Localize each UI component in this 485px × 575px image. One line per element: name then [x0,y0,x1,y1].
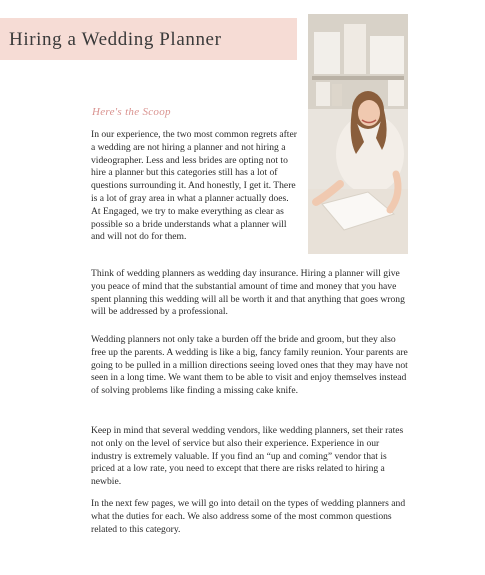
woman-smiling-at-desk-photo [308,14,408,254]
body-paragraph: Think of wedding planners as wedding day insurance. Hiring a planner will give you peace of mind that the substantial amount of time and money that you have spent planning this wedding will all be worth it and that anything that goes wrong will be addressed by a professional. [91,268,405,318]
body-paragraph: In the next few pages, we will go into detail on the types of wedding planners and what the duties for each. We also address some of the most common questions related to this category. [91,498,406,535]
section-subtitle: Here's the Scoop [92,106,171,118]
body-paragraph: Wedding planners not only take a burden off the bride and groom, but they also free up the parents. A wedding is like a big, fancy family reunion. Your parents are going to be pulled in a million directions seeing loved ones that they may have not seen in a long time. We want them to be able to visit and enjoy themselves instead of solving problems like finding a missing cake knife. [91,334,408,397]
intro-paragraph: In our experience, the two most common regrets after a wedding are not hiring a planner and not hiring a videographer. Less and less brides are opting not to hire a planner but this categories still has a lot of questions surrounding it. And honestly, I get it. There is a lot of gray area in what a planner actually does. At Engaged, we try to make everything as clear as possible so a bride understands what a planner will and will not do for them. [91,129,297,243]
body-paragraph: Keep in mind that several wedding vendors, like wedding planners, set their rates not only on the level of service but also their experience. Experience in our industry is extremely valuable. If you find an “up and coming” vendor that is priced at a low rate, you need to except that there are risks related to hiring a newbie. [91,425,404,488]
page-title: Hiring a Wedding Planner [9,29,222,50]
